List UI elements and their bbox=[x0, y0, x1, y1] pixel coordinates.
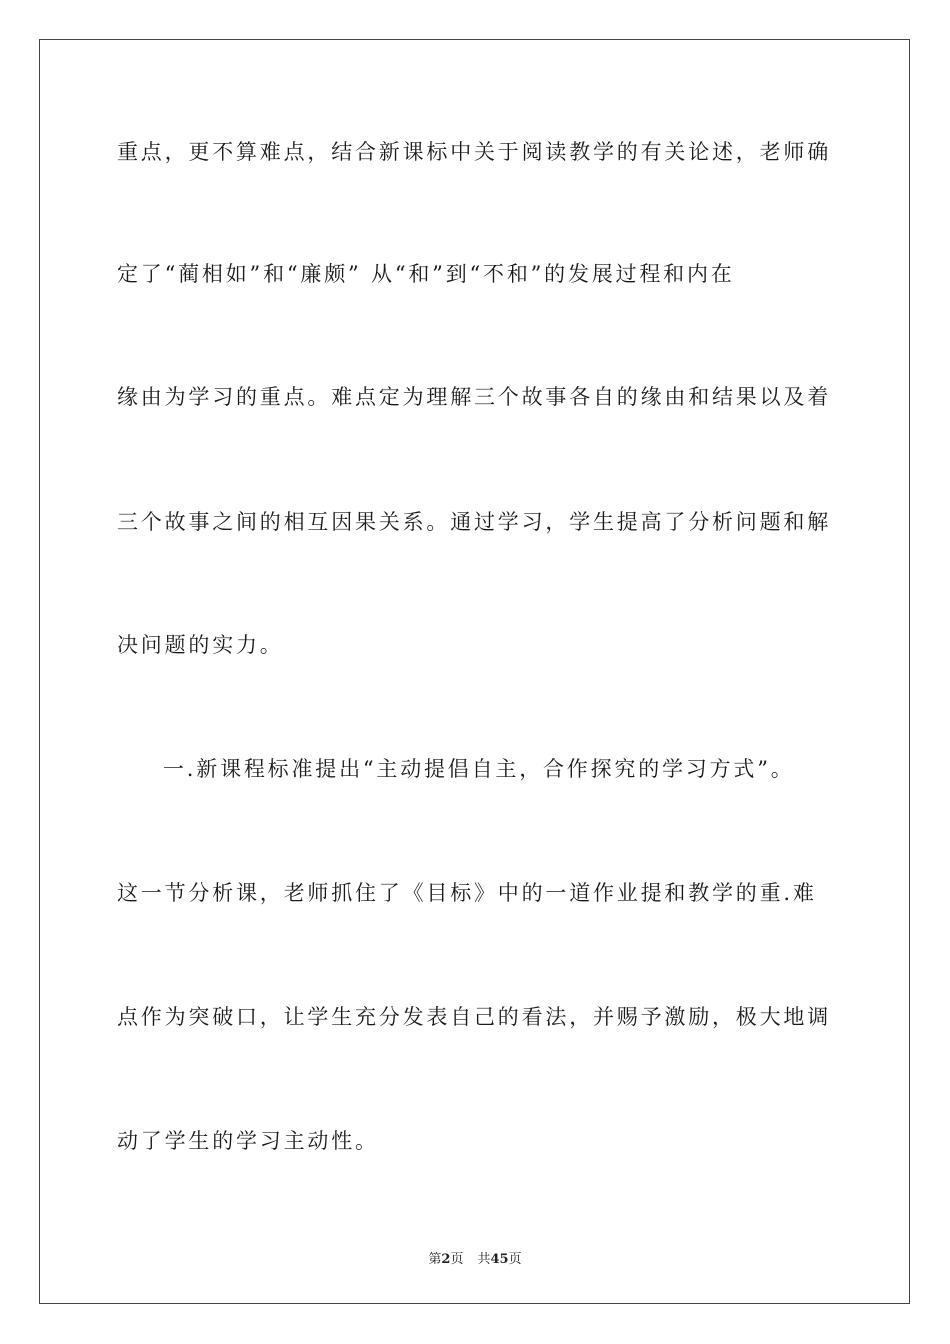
text-line-7: 这一节分析课，老师抓住了《目标》中的一道作业提和教学的重.难 bbox=[117, 881, 817, 905]
footer-total-pages: 45 bbox=[490, 1252, 509, 1267]
footer-total-suffix: 页 bbox=[508, 1252, 522, 1267]
text-line-5: 决问题的实力。 bbox=[117, 633, 284, 657]
footer-page-number: 2 bbox=[441, 1252, 451, 1267]
footer-total-prefix: 共 bbox=[477, 1252, 491, 1267]
text-line-3: 缘由为学习的重点。难点定为理解三个故事各自的缘由和结果以及着 bbox=[117, 385, 831, 409]
text-line-2: 定了“蔺相如”和“廉颇” 从“和”到“不和”的发展过程和内在 bbox=[117, 262, 735, 286]
text-line-6-indented: 一.新课程标准提出“主动提倡自主，合作探究的学习方式”。 bbox=[163, 757, 795, 781]
text-line-1: 重点，更不算难点，结合新课标中关于阅读教学的有关论述，老师确 bbox=[117, 140, 831, 164]
page-footer bbox=[0, 1248, 950, 1267]
footer-page-suffix: 页 bbox=[450, 1252, 464, 1267]
text-line-8: 点作为突破口，让学生充分发表自己的看法，并赐予激励，极大地调 bbox=[117, 1005, 831, 1029]
text-line-4: 三个故事之间的相互因果关系。通过学习，学生提高了分析问题和解 bbox=[117, 510, 831, 534]
text-line-9: 动了学生的学习主动性。 bbox=[117, 1129, 379, 1153]
footer-page-prefix: 第 bbox=[428, 1252, 442, 1267]
page-border bbox=[39, 39, 910, 1304]
